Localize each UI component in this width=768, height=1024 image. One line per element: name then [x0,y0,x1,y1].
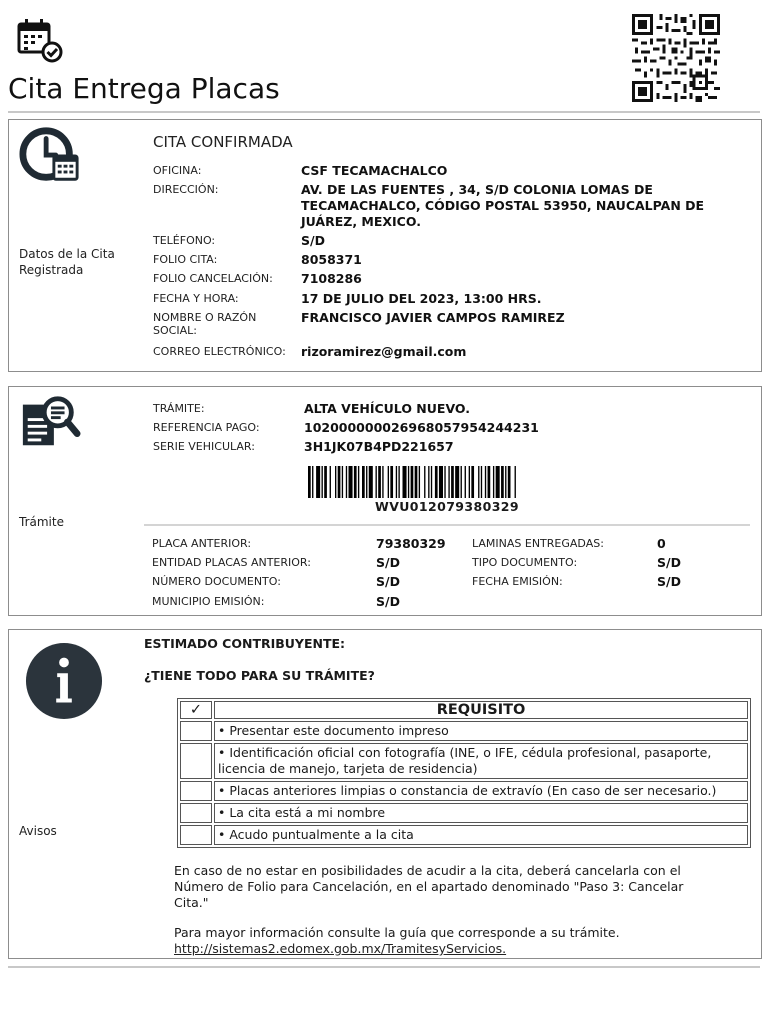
barcode-bar [346,466,347,498]
barcode-bar [435,466,438,498]
barcode-bar [362,466,365,498]
barcode-bar [378,466,381,498]
requisitos-table [177,698,751,848]
barcode-bar [390,466,393,498]
barcode-bar [465,466,466,498]
barcode-bar [398,466,399,498]
barcode-bar [419,466,420,498]
section-datos-cita [8,119,762,372]
field-value-oficina: CSF TECAMACHALCO [301,163,448,178]
field-value-serie: 3H1JK07B4PD221657 [304,439,454,454]
barcode-bar [496,466,500,498]
barcode-bar [488,466,491,498]
barcode-bar [335,466,336,498]
field-label: NOMBRE O RAZÓN SOCIAL: [153,311,257,337]
barcode-bar [471,466,474,498]
tramites-link[interactable]: http://sistemas2.edomex.gob.mx/TramitesyServicios. [174,941,507,956]
field-label: OFICINA: [153,164,202,177]
requisito-item: • Presentar este documento impreso [214,721,748,741]
footer-divider [8,966,760,968]
info-notice: Para mayor información consulte la guía que corresponde a su trámite. [174,925,620,940]
qr-code [632,14,720,102]
header-divider [8,111,760,113]
barcode-bar [369,466,373,498]
field-label: FECHA EMISIÓN: [472,575,563,588]
requisito-item: • Acudo puntualmente a la cita [214,825,748,845]
table-row [180,803,748,823]
cancel-notice: En caso de no estar en posibilidades de acudir a la cita, deberá cancelarla con el Número de Folio para Cancelación, en el apartado denominado "Paso 3: Cancelar Cita." [174,863,684,910]
field-value-folio-cancelacion: 7108286 [301,271,362,286]
barcode-bar [342,466,343,498]
field-value-fecha-hora: 17 DE JULIO DEL 2023, 13:00 HRS. [301,291,542,306]
barcode-bar [366,466,367,498]
barcode-bar [322,466,323,498]
table-row [180,781,748,801]
barcode-bar [411,466,414,498]
field-label: ENTIDAD PLACAS ANTERIOR: [152,556,311,569]
barcode-bar [403,466,407,498]
field-label: FOLIO CITA: [153,253,218,266]
barcode-bar [396,466,397,498]
barcode-bar [376,466,377,498]
barcode-bar [358,466,359,498]
field-label: PLACA ANTERIOR: [152,537,252,550]
barcode-bar [316,466,320,498]
requisito-item: • Placas anteriores limpias o constancia de extravío (En caso de ser necesario.) [214,781,748,801]
barcode-bar [451,466,454,498]
barcode-bar [481,466,482,498]
barcode-number: WVU012079380329 [375,499,519,514]
barcode-bar [448,466,449,498]
field-value-direccion: AV. DE LAS FUENTES , 34, S/D COLONIA LOMAS DE TECAMACHALCO, CÓDIGO POSTAL 53950, NAUCALPAN DE JUÁREZ, MEXICO. [301,182,705,229]
calendar-check-icon [16,16,64,64]
field-value-laminas: 0 [657,536,666,551]
avisos-heading-tramite: ¿TIENE TODO PARA SU TRÁMITE? [144,668,375,683]
checkbox-cell[interactable] [180,825,212,845]
field-value-folio-cita: 8058371 [301,252,362,267]
requisito-item: • Identificación oficial con fotografía (INE, o IFE, cédula profesional, pasaporte, licencia de manejo, tarjeta de residencia) [214,743,748,779]
section-label-avisos: Avisos [19,824,57,838]
field-label: TIPO DOCUMENTO: [472,556,578,569]
barcode-bar [515,466,516,498]
field-value-municipio: S/D [376,594,400,609]
barcode-bar [439,466,443,498]
barcode-bar [338,466,341,498]
barcode-bar [424,466,425,498]
avisos-heading-contribuyente: ESTIMADO CONTRIBUYENTE: [144,636,346,651]
field-label: FOLIO CANCELACIÓN: [153,272,273,285]
field-value-numero-documento: S/D [376,574,400,589]
barcode-bar [493,466,494,498]
field-value-tipo-documento: S/D [657,555,681,570]
field-value-referencia-pago: 102000000026968057954244231 [304,420,539,435]
barcode-bar [485,466,486,498]
field-label: FECHA Y HORA: [153,292,239,305]
status-cita-confirmada: CITA CONFIRMADA [153,133,293,151]
field-label: REFERENCIA PAGO: [153,421,260,434]
barcode-bar [415,466,418,498]
barcode-bar [478,466,479,498]
section-label-tramite: Trámite [19,515,64,529]
barcode-bar [508,466,511,498]
barcode-bar [431,466,432,498]
document-search-icon [19,391,81,453]
field-label: TELÉFONO: [153,234,216,247]
checkbox-cell[interactable] [180,781,212,801]
requisito-item: • La cita está a mi nombre [214,803,748,823]
field-value-correo: rizoramirez@gmail.com [301,344,467,359]
barcode-bar [349,466,353,498]
page-title: Cita Entrega Placas [8,72,280,105]
barcode-bar [312,466,313,498]
table-row [180,743,748,779]
field-label: LAMINAS ENTREGADAS: [472,537,604,550]
barcode-bar [461,466,462,498]
tramite-divider [144,524,750,526]
barcode-bar [444,466,445,498]
barcode-bar [428,466,429,498]
checkbox-cell[interactable] [180,803,212,823]
field-value-entidad: S/D [376,555,400,570]
barcode-bar [408,466,409,498]
barcode-bar [455,466,459,498]
requisito-header: REQUISITO [214,701,748,719]
barcode-bar [388,466,389,498]
barcode-bar [501,466,504,498]
barcode-bar [505,466,506,498]
field-value-nombre: FRANCISCO JAVIER CAMPOS RAMIREZ [301,310,565,325]
field-label: TRÁMITE: [153,402,205,415]
field-label: CORREO ELECTRÓNICO: [153,345,286,358]
barcode [308,466,586,498]
barcode-bar [324,466,327,498]
field-label: SERIE VEHICULAR: [153,440,255,453]
field-value-tramite: ALTA VEHÍCULO NUEVO. [304,401,471,416]
clock-calendar-icon [17,125,83,187]
checkbox-cell[interactable] [180,721,212,741]
table-row [180,721,748,741]
field-label: DIRECCIÓN: [153,183,219,196]
check-header: ✓ [180,701,212,719]
field-value-placa-anterior: 79380329 [376,536,446,551]
field-label: MUNICIPIO EMISIÓN: [152,595,265,608]
info-icon [25,642,103,720]
field-label: NÚMERO DOCUMENTO: [152,575,281,588]
section-label-datos: Datos de la Cita Registrada [19,247,115,277]
table-row [180,825,748,845]
barcode-bar [354,466,357,498]
barcode-bar [308,466,311,498]
barcode-bar [330,466,331,498]
checkbox-cell[interactable] [180,743,212,779]
field-value-fecha-emision: S/D [657,574,681,589]
field-value-telefono: S/D [301,233,325,248]
barcode-bar [382,466,383,498]
barcode-bar [469,466,470,498]
